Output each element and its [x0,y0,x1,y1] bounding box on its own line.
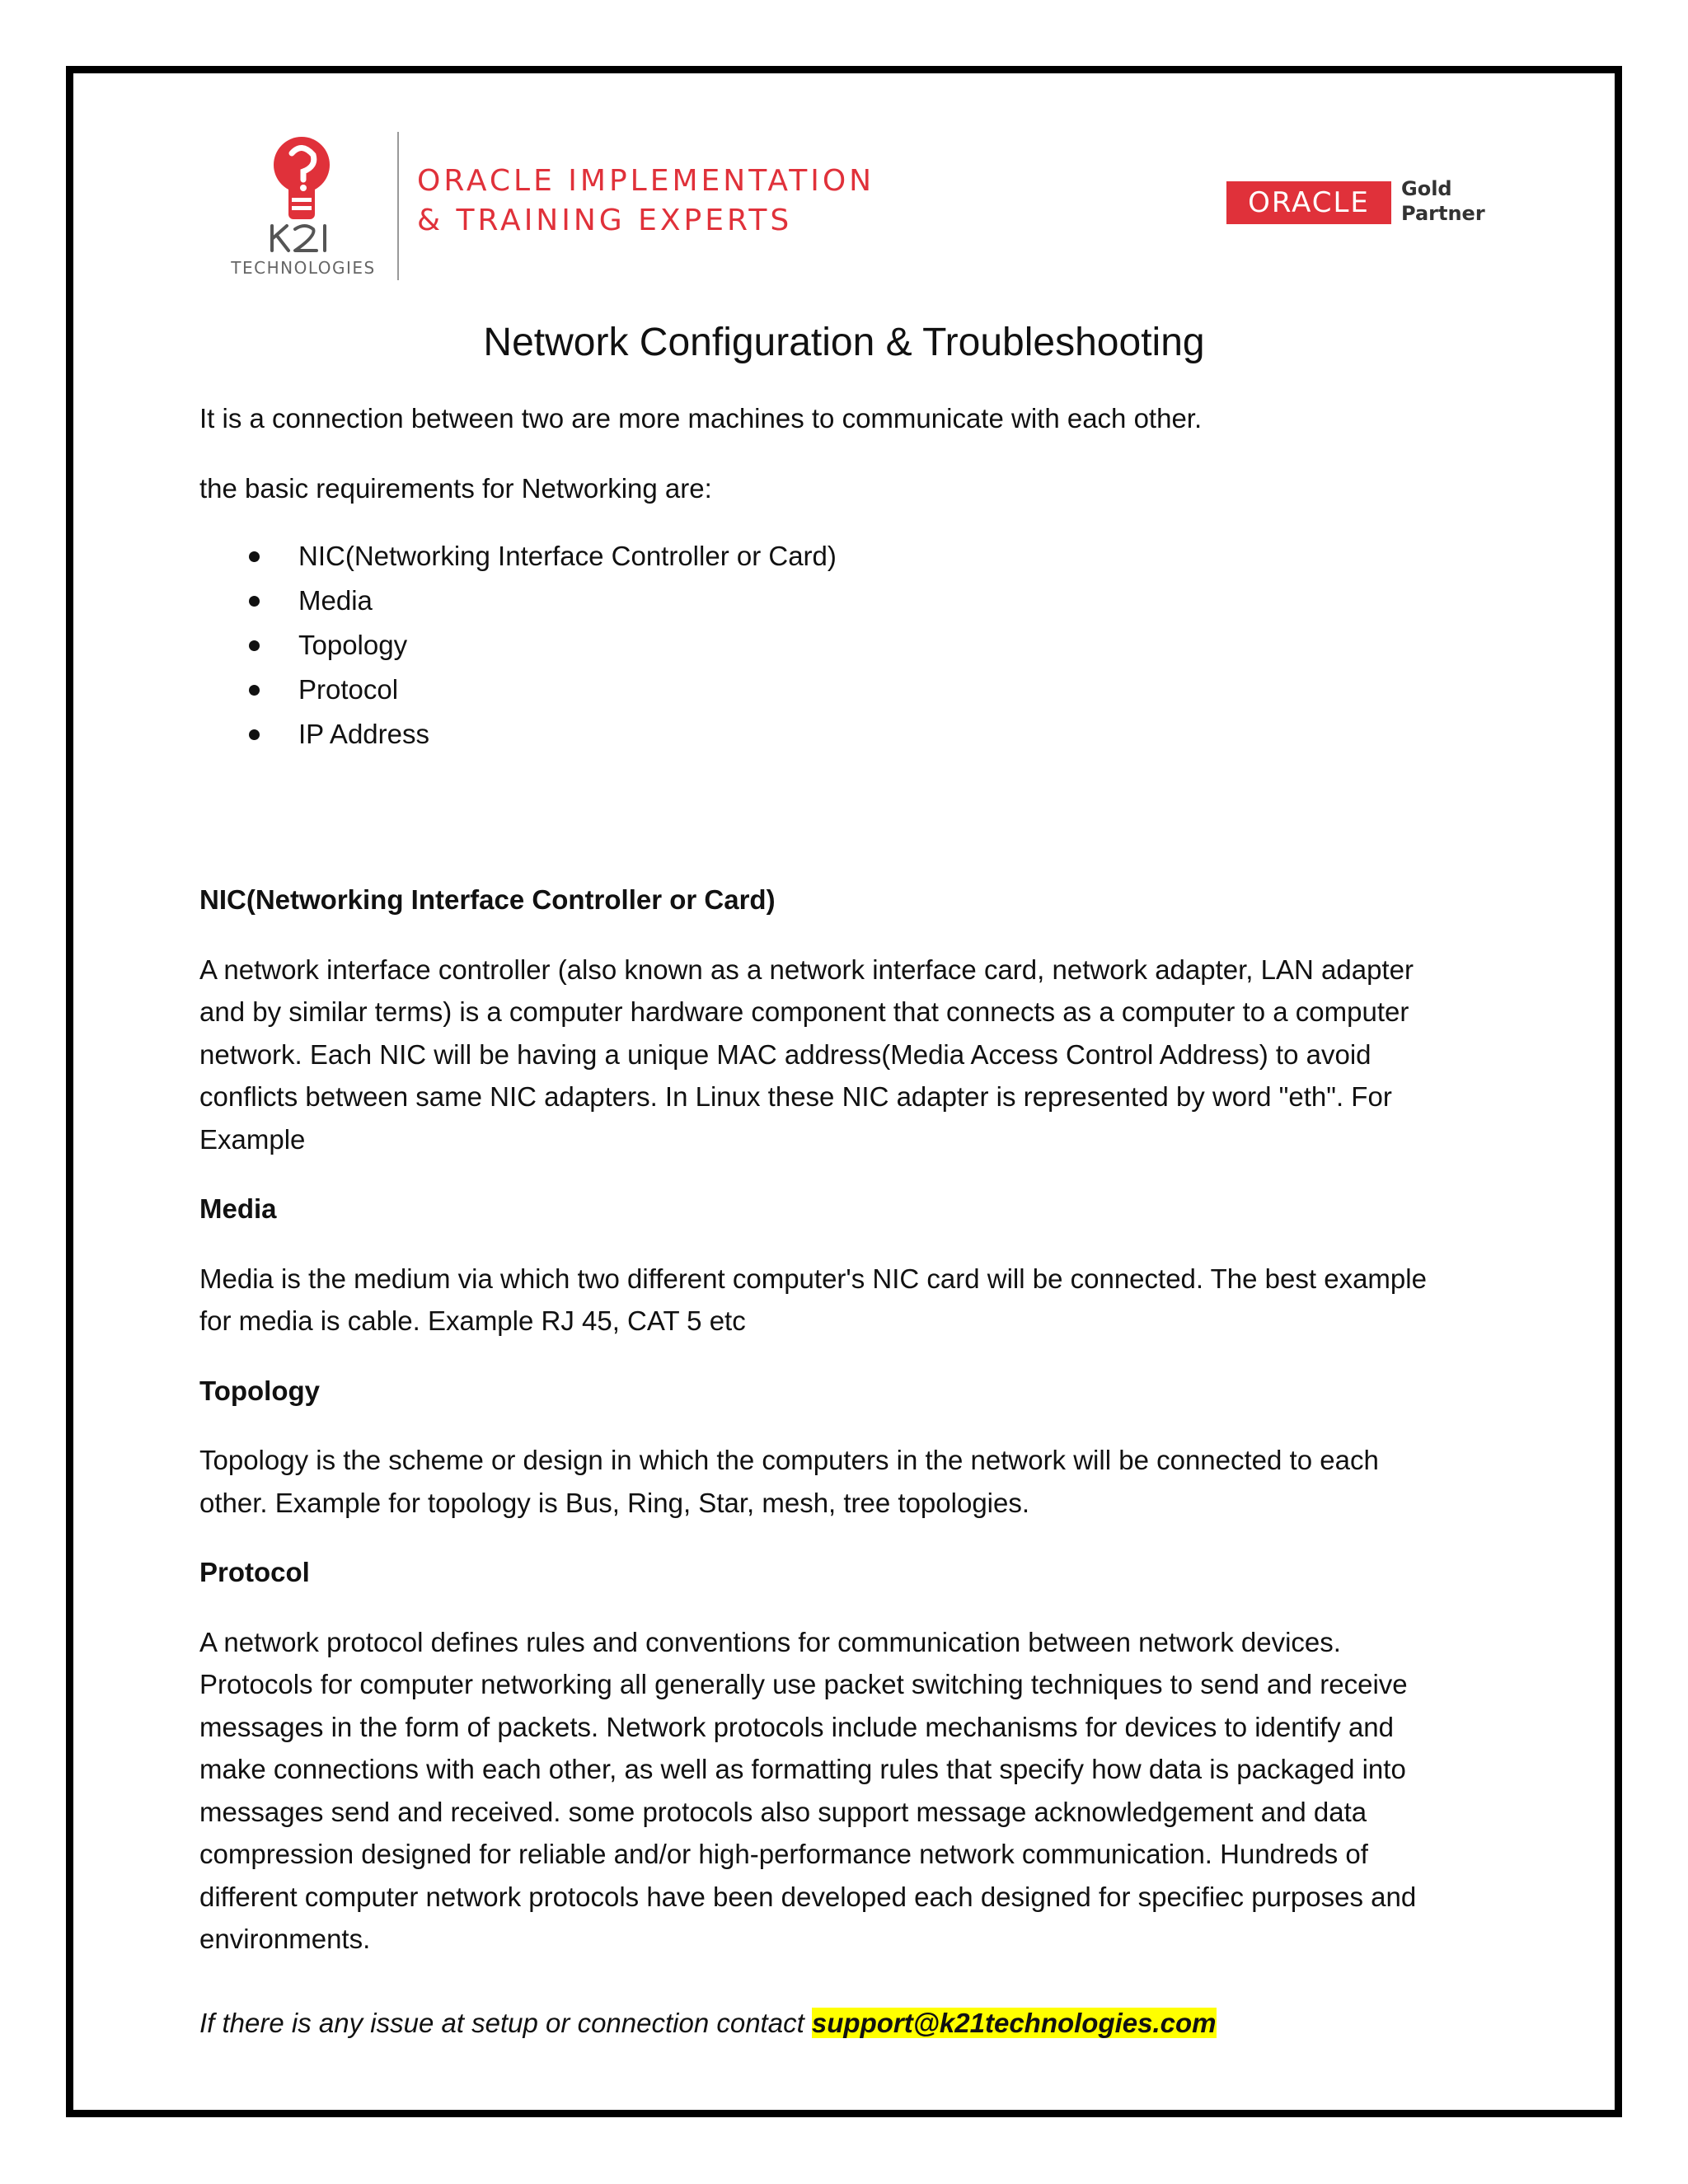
bullet-icon [249,685,260,696]
company-tagline [417,162,874,241]
paragraph-line: and by similar terms) is a computer hardware component that connects as a computer to a computer [199,996,1409,1027]
paragraph-line: A network interface controller (also known as a network interface card, network adapter, LAN adapter [199,954,1414,985]
partner-line-1: Gold [1401,177,1452,200]
oracle-logo: ORACLE [1226,181,1391,224]
paragraph-line: other. Example for topology is Bus, Ring, Star, mesh, tree topologies. [199,1487,1030,1518]
list-item: NIC(Networking Interface Controller or Card) [199,534,1485,579]
tagline-line-1: ORACLE IMPLEMENTATION [417,164,875,198]
paragraph-line: Media is the medium via which two different computer's NIC card will be connected. The best example [199,1263,1427,1294]
section-paragraph-media [199,1258,1485,1343]
support-note-text: If there is any issue at setup or connection contact [199,2007,812,2038]
paragraph-line: Example [199,1123,306,1155]
section-paragraph-protocol [199,1621,1485,1961]
list-item: IP Address [199,712,1485,757]
section-heading-topology: Topology [199,1375,321,1406]
paragraph-line: conflicts between same NIC adapters. In Linux these NIC adapter is represented by word "eth". For [199,1081,1392,1112]
bullet-icon [249,729,260,740]
section-heading-media: Media [199,1193,277,1224]
paragraph-line: network. Each NIC will be having a unique MAC address(Media Access Control Address) to avoid [199,1038,1372,1070]
requirements-list [199,534,1485,757]
section-heading-protocol: Protocol [199,1557,310,1587]
support-contact-note [199,2002,1485,2045]
bullet-icon [249,596,260,607]
paragraph-line: compression designed for reliable and/or high-performance network communication. Hundreds of [199,1839,1368,1869]
paragraph-line: messages in the form of packets. Network protocols include mechanisms for devices to identify and [199,1711,1395,1742]
gold-partner-label [1401,176,1485,226]
paragraph-line: for media is cable. Example RJ 45, CAT 5 etc [199,1305,746,1336]
section-heading-nic: NIC(Networking Interface Controller or Card) [199,884,776,915]
paragraph-line: Protocols for computer networking all generally use packet switching techniques to send and receive [199,1669,1408,1699]
document-body [199,397,1485,2044]
requirements-lead: the basic requirements for Networking are: [199,472,712,504]
section-paragraph-nic [199,949,1485,1161]
section-paragraph-topology [199,1439,1485,1524]
k21-logo-icon [213,134,394,282]
page-title: Network Configuration & Troubleshooting [483,321,1205,364]
list-item: Topology [199,623,1485,668]
paragraph-line: environments. [199,1924,371,1954]
bullet-icon [249,640,260,651]
logo-divider [397,132,399,280]
tagline-line-2: & TRAINING EXPERTS [417,204,793,237]
paragraph-line: make connections with each other, as well as formatting rules that specify how data is packaged into [199,1754,1406,1784]
list-item: Media [199,579,1485,623]
paragraph-line: A network protocol defines rules and conventions for communication between network devices. [199,1626,1341,1657]
support-email-link[interactable]: support@k21technologies.com [811,2007,1217,2038]
bullet-icon [249,551,260,562]
list-item: Protocol [199,668,1485,712]
paragraph-line: messages send and received. some protocols also support message acknowledgement and data [199,1796,1367,1827]
partner-line-2: Partner [1401,202,1485,225]
paragraph-line: Topology is the scheme or design in which the computers in the network will be connected to each [199,1445,1379,1475]
k21-logo-company-text: TECHNOLOGIES [231,258,376,278]
intro-paragraph: It is a connection between two are more machines to communicate with each other. [199,403,1203,434]
paragraph-line: different computer network protocols have been developed each designed for specifiec purposes and [199,1881,1417,1912]
